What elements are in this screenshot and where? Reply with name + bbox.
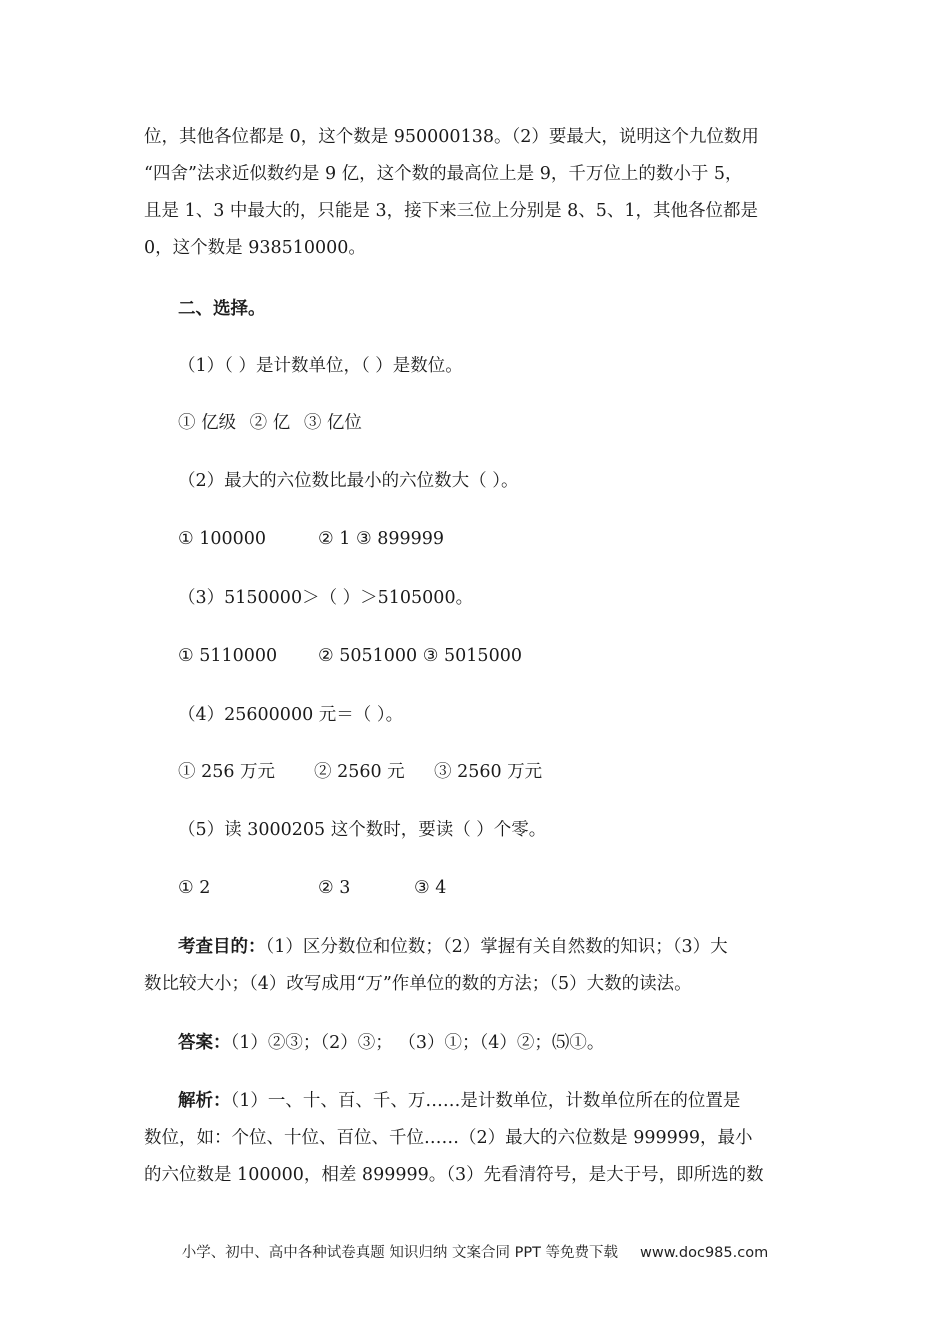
footer-link[interactable]: www.doc985.com xyxy=(640,1245,769,1261)
option-3: ③ 亿位 xyxy=(303,413,362,433)
option-3: ③ 899999 xyxy=(355,529,445,549)
option-2: ② 2560 元 xyxy=(314,762,405,782)
question-3: （3）5150000＞（ ）＞5105000。 xyxy=(178,588,474,608)
page-footer xyxy=(0,1241,950,1262)
answer-label: 答案： xyxy=(178,1033,231,1053)
question-5: （5）读 3000205 这个数时，要读（ ）个零。 xyxy=(178,820,547,840)
question-5-options xyxy=(178,874,810,902)
option-1: ① 亿级 xyxy=(178,413,237,433)
option-2: ② 5051000 xyxy=(318,646,418,666)
analysis-line-3: 的六位数是 100000，相差 899999。（3）先看清符号，是大于号，即所选的数 xyxy=(144,1165,764,1185)
option-3: ③ 4 xyxy=(414,878,447,898)
analysis-line-1 xyxy=(178,1087,810,1115)
option-1: ① 256 万元 xyxy=(178,762,276,782)
option-1: ① 5110000 xyxy=(178,646,278,666)
answer-text: （1）②③；（2）③； （3）①；（4）②；⑸①。 xyxy=(230,1033,605,1053)
question-1: （1）（ ）是计数单位，（ ）是数位。 xyxy=(178,356,463,376)
question-1-options xyxy=(178,409,810,437)
answer-line xyxy=(178,1029,810,1057)
intro-line-1: 位，其他各位都是 0，这个数是 950000138。（2）要最大，说明这个九位数用 xyxy=(144,127,759,147)
question-4: （4）25600000 元＝（ ）。 xyxy=(178,705,404,725)
option-2: ② 亿 xyxy=(249,413,291,433)
intro-line-3: 且是 1、3 中最大的，只能是 3，接下来三位上分别是 8、5、1，其他各位都是 xyxy=(144,201,759,221)
question-4-options xyxy=(178,758,810,786)
purpose-label: 考查目的： xyxy=(178,937,266,957)
option-3: ③ 5015000 xyxy=(422,646,522,666)
analysis-label: 解析： xyxy=(178,1091,231,1111)
purpose-text-1: （1）区分数位和位数；（2）掌握有关自然数的知识；（3）大 xyxy=(265,937,728,957)
section-title: 二、选择。 xyxy=(178,299,266,319)
option-2: ② 3 xyxy=(318,878,351,898)
purpose-line-2: 数比较大小；（4）改写成用“万”作单位的数的方法；（5）大数的读法。 xyxy=(144,974,692,994)
option-1: ① 100000 xyxy=(178,529,267,549)
option-1: ① 2 xyxy=(178,878,211,898)
option-3: ③ 2560 万元 xyxy=(434,762,543,782)
question-2-options xyxy=(178,525,810,553)
analysis-line-2: 数位，如：个位、十位、百位、千位……（2）最大的六位数是 999999，最小 xyxy=(144,1128,753,1148)
purpose-line-1 xyxy=(178,933,810,961)
footer-text: 小学、初中、高中各种试卷真题 知识归纳 文案合同 PPT 等免费下载 xyxy=(181,1245,619,1261)
intro-line-4: 0，这个数是 938510000。 xyxy=(144,238,366,258)
question-2: （2）最大的六位数比最小的六位数大（ ）。 xyxy=(178,471,519,491)
option-2: ② 1 xyxy=(318,529,351,549)
analysis-text-1: （1）一、十、百、千、万……是计数单位，计数单位所在的位置是 xyxy=(230,1091,741,1111)
intro-line-2: “四舍”法求近似数约是 9 亿，这个数的最高位上是 9，千万位上的数小于 5， xyxy=(144,164,743,184)
question-3-options xyxy=(178,642,810,670)
